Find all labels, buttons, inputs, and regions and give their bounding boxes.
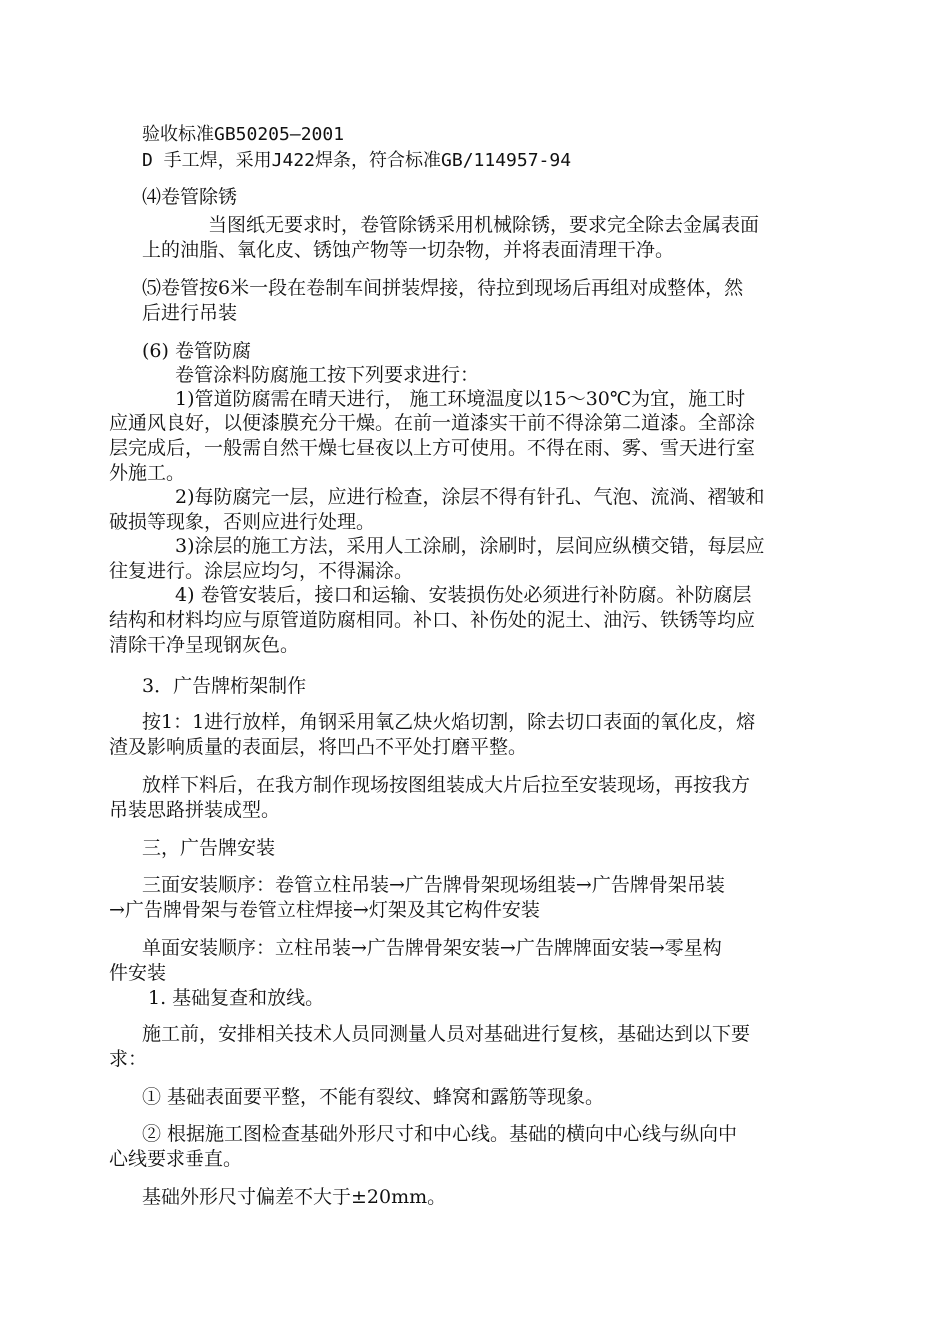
paragraph-line: 2)每防腐完一层，应进行检查，涂层不得有针孔、气泡、流淌、褶皱和 (175, 486, 765, 508)
paragraph-line: 往复进行。涂层应均匀，不得漏涂。 (109, 560, 414, 582)
paragraph-line: 后进行吊装 (142, 302, 238, 324)
paragraph-line: 按1：1进行放样，角钢采用氧乙炔火焰切割，除去切口表面的氧化皮，熔 (142, 711, 756, 733)
paragraph-line: 1)管道防腐需在晴天进行， 施工环境温度以15～30℃为宜，施工时 (175, 388, 746, 410)
paragraph-line: 放样下料后，在我方制作现场按图组装成大片后拉至安装现场，再按我方 (142, 774, 751, 796)
line-acceptance-standard: 验收标准GB50205—2001 (142, 124, 345, 145)
heading-foundation-check: 1. 基础复查和放线。 (148, 987, 325, 1009)
paragraph-line: 单面安装顺序：立柱吊装→广告牌骨架安装→广告牌牌面安装→零星构 (142, 937, 722, 959)
paragraph-line: ⑸卷管按6米一段在卷制车间拼装焊接，待拉到现场后再组对成整体，然 (142, 277, 744, 299)
heading-pipe-rust-removal: ⑷卷管除锈 (142, 186, 238, 208)
paragraph-line: 外施工。 (109, 462, 186, 484)
paragraph-line: 基础外形尺寸偏差不大于±20mm。 (142, 1186, 447, 1208)
paragraph-line: 三面安装顺序：卷管立柱吊装→广告牌骨架现场组装→广告牌骨架吊装 (142, 874, 725, 896)
paragraph-line: 心线要求垂直。 (109, 1148, 243, 1170)
paragraph-line: 3)涂层的施工方法，采用人工涂刷，涂刷时，层间应纵横交错，每层应 (175, 535, 765, 557)
heading-billboard-installation: 三，广告牌安装 (142, 837, 276, 859)
paragraph-line: →广告牌骨架与卷管立柱焊接→灯架及其它构件安装 (109, 899, 540, 921)
paragraph-line: 结构和材料均应与原管道防腐相同。补口、补伤处的泥土、油污、铁锈等均应 (109, 609, 756, 631)
paragraph-line: 上的油脂、氧化皮、锈蚀产物等一切杂物，并将表面清理干净。 (142, 239, 675, 261)
heading-pipe-anticorrosion: (6) 卷管防腐 (142, 340, 251, 362)
heading-billboard-truss: 3．广告牌桁架制作 (142, 675, 307, 697)
paragraph-line: 层完成后，一般需自然干燥七昼夜以上方可使用。不得在雨、雾、雪天进行室 (109, 437, 756, 459)
paragraph-line: 应通风良好，以便漆膜充分干燥。在前一道漆实干前不得涂第二道漆。全部涂 (109, 412, 756, 434)
paragraph-line: 卷管涂料防腐施工按下列要求进行： (175, 364, 480, 386)
paragraph-line: 吊装思路拼装成型。 (109, 799, 281, 821)
paragraph-line: 件安装 (109, 962, 167, 984)
list-item: ② 根据施工图检查基础外形尺寸和中心线。基础的横向中心线与纵向中 (142, 1123, 738, 1145)
paragraph-line: 渣及影响质量的表面层，将凹凸不平处打磨平整。 (109, 736, 528, 758)
paragraph-line: 4) 卷管安装后，接口和运输、安装损伤处必须进行补防腐。补防腐层 (175, 584, 752, 606)
paragraph-line: 施工前，安排相关技术人员同测量人员对基础进行复核，基础达到以下要 (142, 1023, 751, 1045)
paragraph-line: 清除干净呈现钢灰色。 (109, 634, 300, 656)
paragraph-line: 求： (109, 1048, 148, 1070)
paragraph-line: 破损等现象，否则应进行处理。 (109, 511, 376, 533)
line-manual-welding: D 手工焊，采用J422焊条，符合标准GB/114957-94 (142, 150, 572, 171)
list-item: ① 基础表面要平整，不能有裂纹、蜂窝和露筋等现象。 (142, 1086, 605, 1108)
paragraph-line: 当图纸无要求时，卷管除锈采用机械除锈，要求完全除去金属表面 (208, 214, 760, 236)
